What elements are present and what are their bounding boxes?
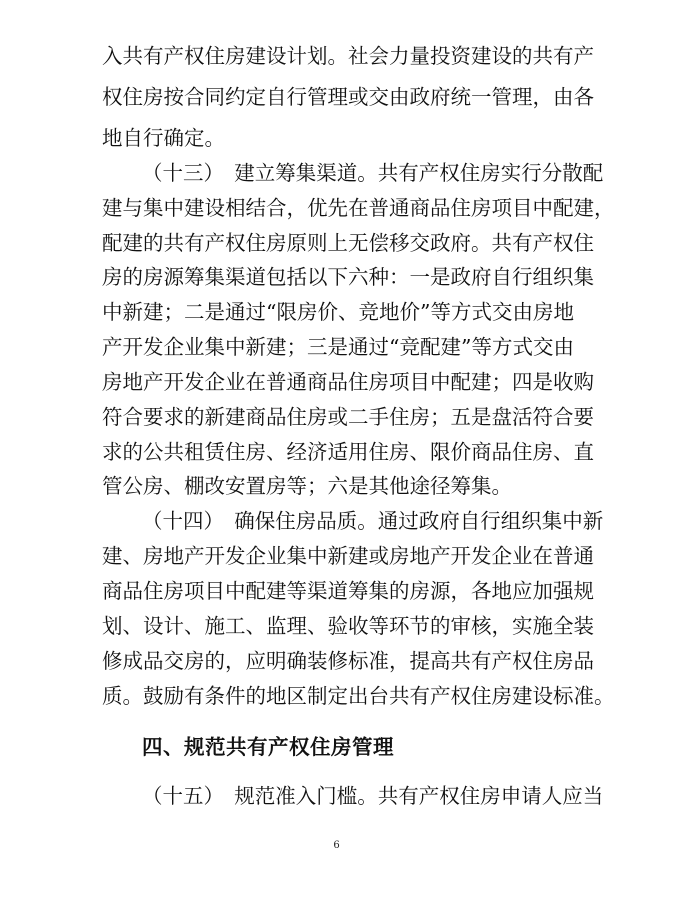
paragraph-14-start: （十四） 确保住房品质。通过政府自行组织集中新 <box>142 509 604 533</box>
text-line: 管公房、棚改安置房等；六是其他途径筹集。 <box>102 474 512 498</box>
paragraph-15-start: （十五） 规范准入门槛。共有产权住房申请人应当 <box>142 784 604 808</box>
text-line: 求的公共租赁住房、经济适用住房、限价商品住房、直 <box>102 440 594 464</box>
text-line: 划、设计、施工、监理、验收等环节的审核，实施全装 <box>102 614 594 638</box>
section-heading: 四、规范共有产权住房管理 <box>142 735 394 759</box>
text-line: 质。鼓励有条件的地区制定出台共有产权住房建设标准。 <box>102 684 615 708</box>
text-line: 房地产开发企业在普通商品住房项目中配建；四是收购 <box>102 370 594 394</box>
text-line: 权住房按合同约定自行管理或交由政府统一管理，由各 <box>102 85 594 109</box>
text-line: 建、房地产开发企业集中新建或房地产开发企业在普通 <box>102 544 594 568</box>
paragraph-13-start: （十三） 建立筹集渠道。共有产权住房实行分散配 <box>142 161 604 185</box>
text-line: 中新建；二是通过“限房价、竞地价”等方式交由房地 <box>102 300 574 324</box>
text-line: 入共有产权住房建设计划。社会力量投资建设的共有产 <box>102 44 594 68</box>
text-line: 符合要求的新建商品住房或二手住房；五是盘活符合要 <box>102 405 594 429</box>
text-line: 修成品交房的，应明确装修标准，提高共有产权住房品 <box>102 649 594 673</box>
page-number: 6 <box>333 840 340 851</box>
text-line: 地自行确定。 <box>102 126 225 150</box>
text-line: 配建的共有产权住房原则上无偿移交政府。共有产权住 <box>102 231 594 255</box>
text-line: 建与集中建设相结合，优先在普通商品住房项目中配建， <box>102 196 615 220</box>
text-line: 房的房源筹集渠道包括以下六种：一是政府自行组织集 <box>102 265 594 289</box>
text-line: 商品住房项目中配建等渠道筹集的房源，各地应加强规 <box>102 579 594 603</box>
text-line: 产开发企业集中新建；三是通过“竞配建”等方式交由 <box>102 335 574 359</box>
